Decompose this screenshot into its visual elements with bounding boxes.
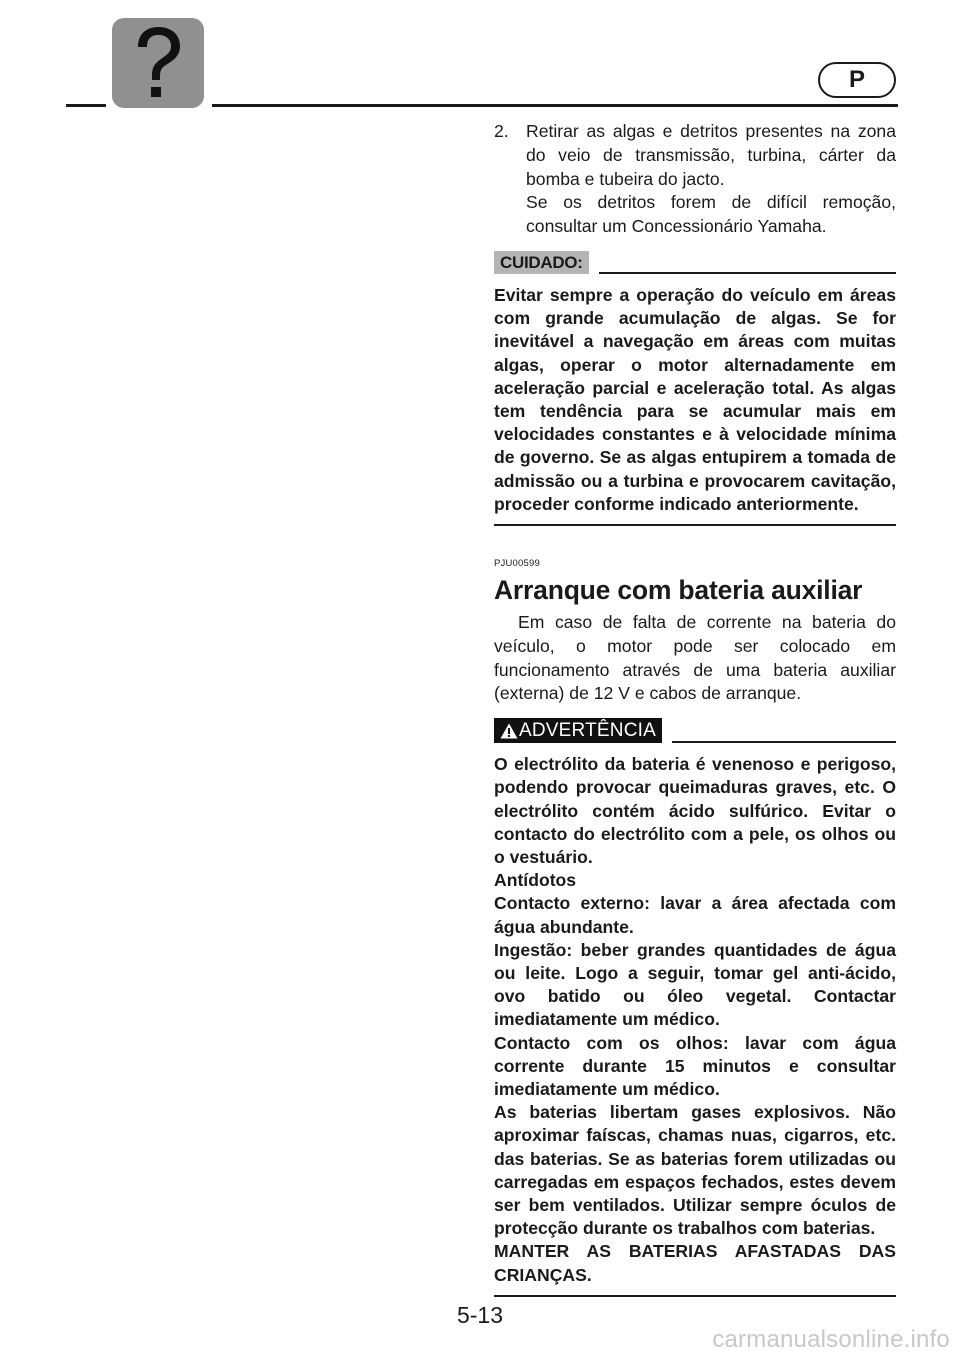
header-rule-left bbox=[66, 104, 106, 107]
caution-text-block bbox=[494, 284, 896, 526]
warning-paragraph: O electrólito da bateria é venenoso e perigoso, podendo provocar queimaduras graves, etc. O electrólito contém ácido sulfúrico. Evitar o contacto do electrólito com a pele, os olhos ou o vestuário. bbox=[494, 754, 896, 868]
section-title: Arranque com bateria auxiliar bbox=[494, 575, 863, 606]
warning-paragraph: Contacto externo: lavar a área afectada com água abundante. bbox=[494, 893, 896, 937]
question-mark-icon bbox=[112, 18, 204, 108]
warning-text-block bbox=[494, 753, 896, 1297]
caution-label: CUIDADO: bbox=[494, 251, 589, 274]
warning-header bbox=[494, 718, 896, 743]
header-rule-right bbox=[212, 104, 898, 107]
step-body bbox=[526, 120, 896, 239]
step-number: 2. bbox=[494, 121, 509, 141]
warning-paragraph: Ingestão: beber grandes quantidades de água ou leite. Logo a seguir, tomar gel anti-ácido, ovo batido ou óleo vegetal. Contactar imediatamente um médico. bbox=[494, 939, 896, 1030]
warning-paragraph: Antídotos bbox=[494, 870, 577, 891]
warning-rule bbox=[672, 741, 896, 743]
page-number: 5-13 bbox=[456, 1302, 504, 1328]
caution-text: Evitar sempre a operação do veículo em áreas com grande acumulação de algas. Se for inevitável a navegação em áreas com muitas algas, operar o motor alternadamente em aceleração parcial e aceleração total. As algas tem tendência para se acumular mais em velocidades constantes e à velocidade mínima de governo. Se as algas entupirem a tomada de admissão ou a turbina e provocarem cavitação, proceder conforme indicado anteriormente. bbox=[494, 284, 896, 514]
reference-code: PJU00599 bbox=[494, 558, 540, 570]
warning-label-text: ADVERTÊNCIA bbox=[519, 720, 656, 742]
warning-label bbox=[494, 718, 662, 743]
question-mark-glyph bbox=[128, 25, 188, 101]
warning-triangle-icon bbox=[500, 723, 518, 739]
step-line: Retirar as algas e detritos presentes na zona do veio de transmissão, turbina, cárter da bomba e tubeira do jacto. bbox=[526, 121, 896, 189]
step-line: Se os detritos forem de difícil remoção, consultar um Concessionário Yamaha. bbox=[526, 192, 896, 237]
caution-header bbox=[494, 251, 896, 274]
language-badge: P bbox=[818, 62, 896, 98]
warning-paragraph: As baterias libertam gases explosivos. Não aproximar faíscas, chamas nuas, cigarros, etc. das baterias. Se as baterias forem utilizadas ou carregadas em espaços fechados, estes devem ser bem ventilados. Utilizar sempre óculos de protecção durante os trabalhos com baterias. bbox=[494, 1102, 896, 1239]
section-intro: Em caso de falta de corrente na bateria do veículo, o motor pode ser colocado em funcionamento através de uma bateria auxiliar (externa) de 12 V e cabos de arranque. bbox=[494, 612, 896, 704]
warning-paragraph: Contacto com os olhos: lavar com água corrente durante 15 minutos e consultar imediatamente um médico. bbox=[494, 1032, 896, 1100]
procedure-step bbox=[494, 120, 896, 239]
warning-paragraph: MANTER AS BATERIAS AFASTADAS DAS CRIANÇAS. bbox=[494, 1241, 896, 1285]
caution-rule bbox=[599, 272, 896, 274]
main-column bbox=[494, 120, 896, 1297]
watermark: carmanualsonline.info bbox=[712, 1326, 950, 1353]
